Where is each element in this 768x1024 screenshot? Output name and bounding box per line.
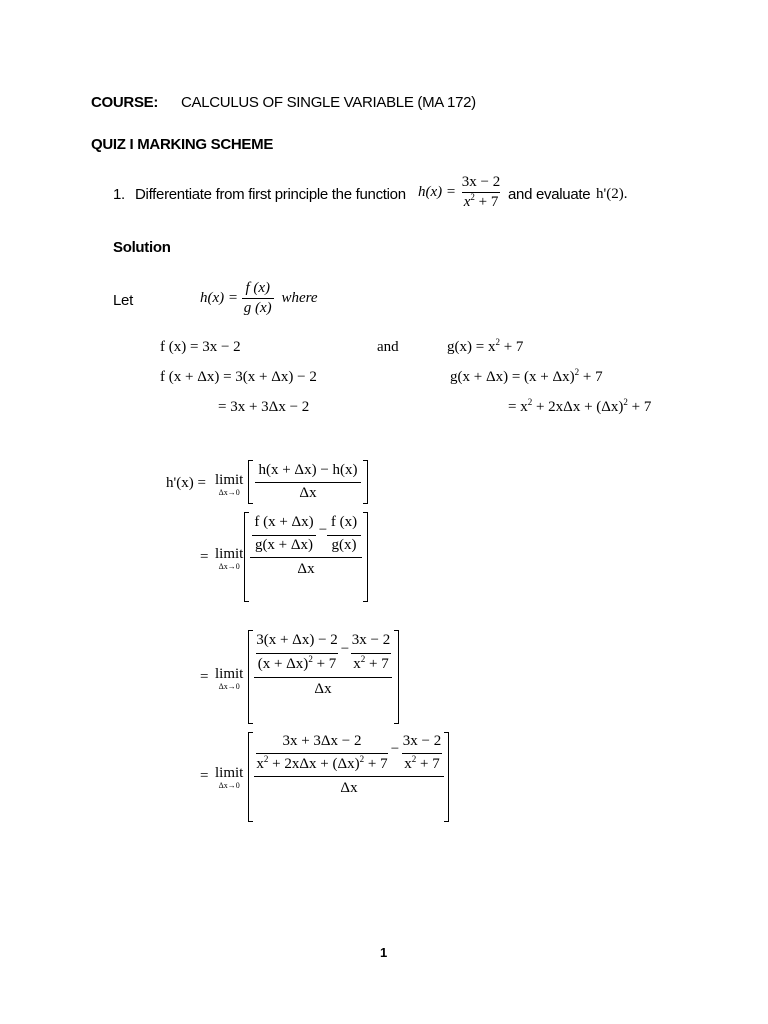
- step2-denominator: Δx: [297, 561, 315, 577]
- definition-h: [200, 280, 318, 318]
- g-shift-post: + 7: [579, 369, 603, 385]
- step3-denominator-1: [254, 656, 340, 673]
- question-text: Differentiate from first principle the function: [135, 186, 406, 203]
- equals-sign: =: [200, 768, 209, 784]
- step4-numerator-1: 3x + 3Δx − 2: [282, 733, 362, 749]
- right-bracket: [394, 630, 399, 724]
- limit-subscript: Δx→0: [218, 562, 240, 571]
- g-shifted: [450, 369, 603, 386]
- course-label: COURSE:: [91, 94, 159, 111]
- question-number: 1.: [113, 186, 125, 203]
- d1-exp: 2: [308, 654, 313, 664]
- d2-exp: 2: [360, 654, 366, 664]
- limit-operator: [215, 547, 243, 571]
- minus-sign: −: [318, 522, 328, 538]
- fraction-bar: [255, 482, 361, 483]
- step2-g-shifted: g(x + Δx): [254, 537, 314, 553]
- g-definition: [447, 339, 523, 356]
- fraction-bar: [351, 653, 391, 654]
- step4-denominator-2: [400, 756, 444, 773]
- main-fraction-bar: [254, 677, 392, 678]
- right-bracket: [363, 460, 368, 504]
- limit-subscript: Δx→0: [218, 488, 240, 497]
- question-function-numerator: 3x − 2: [461, 174, 501, 190]
- fraction-bar: [256, 753, 388, 754]
- derivative-lhs: h'(x) =: [166, 475, 206, 491]
- and-word: and: [377, 339, 399, 355]
- g-shift-pre: g(x + Δx) = (x + Δx): [450, 369, 575, 385]
- limit-operator: [215, 667, 243, 691]
- right-bracket: [444, 732, 449, 822]
- d2-a: x: [353, 656, 361, 672]
- g-shift-exp: 2: [574, 367, 580, 377]
- limit-subscript: Δx→0: [218, 781, 240, 790]
- question-function: [418, 174, 502, 212]
- d2-exp: 2: [411, 754, 417, 764]
- step4-denominator: Δx: [340, 780, 358, 796]
- main-fraction-bar: [254, 776, 444, 777]
- g-expanded: [508, 399, 651, 416]
- den-exponent: 2: [470, 192, 475, 203]
- course-name: CALCULUS OF SINGLE VARIABLE (MA 172): [181, 94, 476, 111]
- question-function-lhs: h(x) =: [418, 184, 457, 201]
- g-def-exp: 2: [495, 337, 500, 347]
- step3-numerator-2: 3x − 2: [351, 632, 391, 648]
- fraction-bar: [327, 535, 361, 536]
- den-rest: + 7: [478, 194, 499, 211]
- den-base: x: [463, 194, 471, 211]
- definition-numerator: f (x): [245, 280, 271, 296]
- definition-fraction: [242, 280, 274, 318]
- step4-denominator-1: [252, 756, 392, 773]
- question-eval-expression: h'(2).: [596, 186, 628, 202]
- g-def-post: + 7: [499, 339, 524, 355]
- g-exp-c: + 7: [627, 399, 652, 415]
- step2-g: g(x): [331, 537, 357, 553]
- definition-lhs: h(x) =: [200, 290, 239, 307]
- let-label: Let: [113, 292, 133, 309]
- limit-word: limit: [215, 765, 244, 781]
- limit-word: limit: [215, 666, 244, 682]
- left-bracket: [244, 512, 249, 602]
- g-exp-b: + 2xΔx + (Δx): [532, 399, 624, 415]
- g-exp-e1: 2: [527, 397, 533, 407]
- fraction-bar: [256, 653, 338, 654]
- g-exp-e2: 2: [623, 397, 628, 407]
- d1-b: + 2xΔx + (Δx): [268, 756, 360, 772]
- g-exp-a: = x: [508, 399, 528, 415]
- step3-denominator-2: [350, 656, 392, 673]
- equals-sign: =: [200, 669, 209, 685]
- d1-exp1: 2: [263, 754, 269, 764]
- limit-word: limit: [215, 472, 244, 488]
- d1-a: (x + Δx): [257, 656, 309, 672]
- d1-a: x: [256, 756, 264, 772]
- left-bracket: [248, 630, 253, 724]
- d2-b: + 7: [365, 656, 389, 672]
- page-number: 1: [380, 945, 388, 960]
- g-def-pre: g(x) = x: [447, 339, 496, 355]
- limit-operator: [215, 766, 243, 790]
- left-bracket: [248, 732, 253, 822]
- right-bracket: [363, 512, 368, 602]
- d1-exp2: 2: [359, 754, 365, 764]
- f-shifted: f (x + Δx) = 3(x + Δx) − 2: [160, 369, 317, 385]
- step2-f: f (x): [330, 514, 358, 530]
- step4-numerator-2: 3x − 2: [402, 733, 442, 749]
- step2-f-shifted: f (x + Δx): [254, 514, 314, 530]
- minus-sign: −: [340, 641, 350, 657]
- definition-denominator: g (x): [243, 300, 272, 317]
- fraction-bar: [402, 753, 442, 754]
- limit-subscript: Δx→0: [218, 682, 240, 691]
- question-function-denominator: [462, 192, 501, 211]
- step1-numerator: h(x + Δx) − h(x): [258, 462, 358, 478]
- d1-c: + 7: [364, 756, 388, 772]
- d1-b: + 7: [312, 656, 337, 672]
- step1-denominator: Δx: [299, 485, 317, 501]
- where-word: where: [281, 290, 318, 307]
- f-definition: f (x) = 3x − 2: [160, 339, 241, 355]
- f-expanded: = 3x + 3Δx − 2: [218, 399, 310, 415]
- d2-b: + 7: [416, 756, 440, 772]
- step3-numerator-1: 3(x + Δx) − 2: [256, 632, 338, 648]
- minus-sign: −: [390, 741, 400, 757]
- document-subtitle: QUIZ I MARKING SCHEME: [91, 136, 274, 153]
- question-function-fraction: [460, 174, 502, 212]
- equals-sign: =: [200, 549, 209, 565]
- d2-a: x: [404, 756, 412, 772]
- solution-heading: Solution: [113, 239, 171, 256]
- step3-denominator: Δx: [314, 681, 332, 697]
- main-fraction-bar: [250, 557, 362, 558]
- fraction-bar: [252, 535, 316, 536]
- question-mid-text: and evaluate: [508, 186, 591, 203]
- limit-word: limit: [215, 546, 244, 562]
- limit-operator: [215, 473, 243, 497]
